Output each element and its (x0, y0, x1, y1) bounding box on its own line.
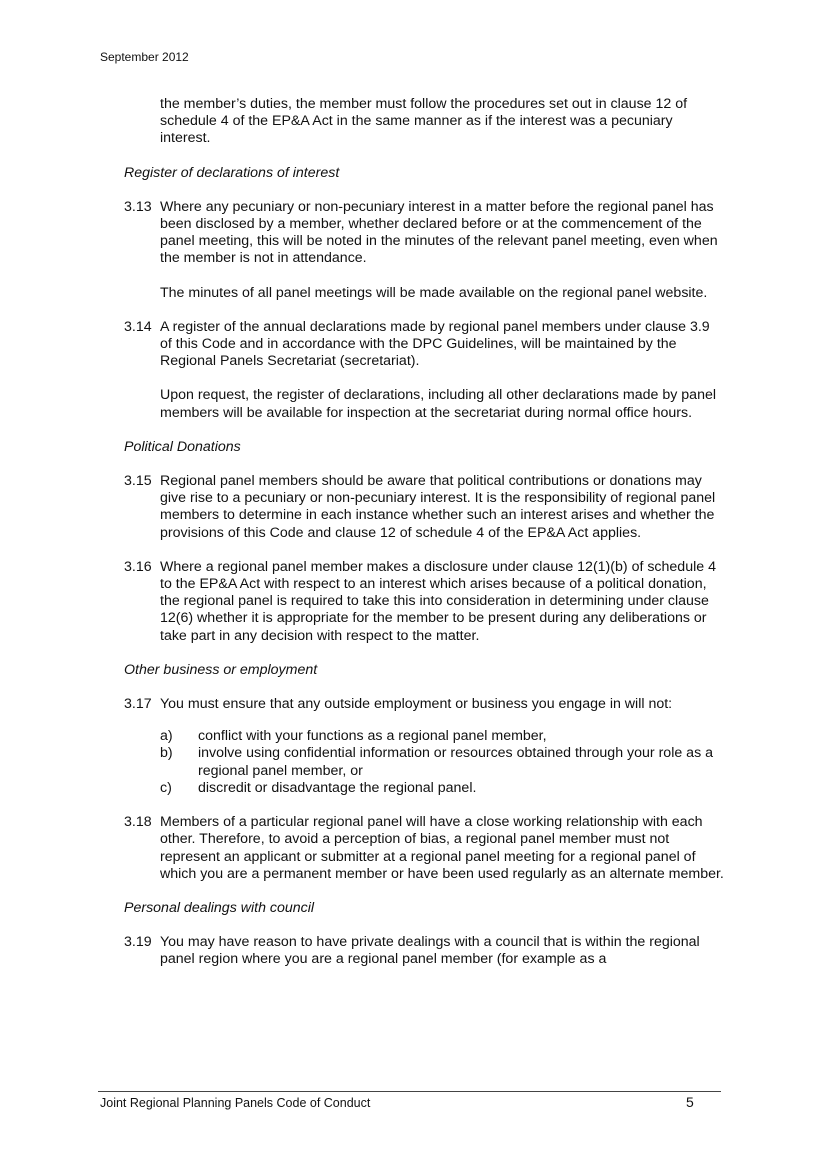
clause-text: Regional panel members should be aware that political contributions or donations may give rise to a pecuniary or non-pecuniary interest. It is the responsibility of regional panel members to determine in each instance whether such an interest arises and whether the provisions of this Code and clause 12 of schedule 4 of the EP&A Act applies. (160, 473, 716, 541)
clause-text: Members of a particular regional panel will have a close working relationship with each other. Therefore, to avoid a perception of bias, a regional panel member must not represent an applicant or submitter at a regional panel meeting for a regional panel of which you are a permanent member or have been used regularly as an alternate member. (160, 814, 724, 882)
clause-number: 3.15 (124, 473, 152, 490)
clause-text: A register of the annual declarations made by regional panel members under clause 3.9 of this Code and in accordance with the DPC Guidelines, will be maintained by the Regional Panels Secretariat (secretariat). (160, 318, 710, 370)
clause-3-14 (124, 319, 724, 422)
list-marker: a) (160, 728, 173, 745)
clause-subparagraph: The minutes of all panel meetings will be made available on the regional panel website. (160, 284, 708, 301)
clause-3-17-list (160, 728, 724, 797)
list-item (160, 745, 724, 779)
clause-number: 3.17 (124, 696, 152, 713)
list-text: conflict with your functions as a regional panel member, (198, 728, 547, 745)
clause-3-13 (124, 199, 724, 302)
clause-text: You must ensure that any outside employment or business you engage in will not: (160, 696, 673, 713)
clause-body (160, 696, 724, 713)
clause-3-16 (124, 559, 724, 645)
clause-body (160, 814, 724, 883)
clause-number: 3.13 (124, 198, 152, 215)
clause-number: 3.19 (124, 934, 152, 951)
section-heading-other-business: Other business or employment (124, 661, 318, 678)
clause-number: 3.18 (124, 814, 152, 831)
clause-number: 3.14 (124, 318, 152, 335)
clause-body (160, 199, 724, 302)
list-text: discredit or disadvantage the regional panel. (198, 779, 477, 796)
list-item (160, 728, 724, 745)
section-heading-political-donations: Political Donations (124, 438, 241, 455)
continued-paragraph: the member’s duties, the member must follow the procedures set out in clause 12 of schedule 4 of the EP&A Act in the same manner as if the interest was a pecuniary interest. (160, 96, 688, 147)
section-heading-personal-dealings: Personal dealings with council (124, 899, 315, 916)
page-body (124, 96, 724, 986)
section-heading-register: Register of declarations of interest (124, 164, 340, 181)
clause-body (160, 319, 724, 422)
clause-3-18 (124, 814, 724, 883)
footer-divider (98, 1091, 721, 1092)
clause-3-15 (124, 473, 724, 542)
clause-subparagraph: Upon request, the register of declarations, including all other declarations made by panel members will be available for inspection at the secretariat during normal office hours. (160, 387, 717, 421)
footer-document-title: Joint Regional Planning Panels Code of Conduct (100, 1096, 371, 1110)
clause-text: You may have reason to have private dealings with a council that is within the regional panel region where you are a regional panel member (for example as a (160, 934, 700, 968)
clause-text: Where any pecuniary or non-pecuniary interest in a matter before the regional panel has been disclosed by a member, whether declared before or at the commencement of the panel meeting, this will be noted in the minutes of the relevant panel meeting, even when the member is not in attendance. (160, 198, 718, 267)
list-marker: b) (160, 745, 173, 762)
list-marker: c) (160, 779, 172, 796)
list-item (160, 780, 724, 797)
list-text: involve using confidential information or resources obtained through your role as a regional panel member, or (198, 745, 713, 779)
clause-body (160, 559, 724, 645)
header-date: September 2012 (100, 50, 189, 64)
clause-3-19 (124, 934, 724, 968)
clause-number: 3.16 (124, 558, 152, 575)
clause-body (160, 934, 724, 968)
clause-body (160, 473, 724, 542)
page-number: 5 (686, 1094, 694, 1110)
clause-text: Where a regional panel member makes a disclosure under clause 12(1)(b) of schedule 4 to the EP&A Act with respect to an interest which arises because of a political donation, the regional panel is required to take this into consideration in determining under clause 12(6) whether it is appropriate for the member to be present during any deliberations or take part in any decision with respect to the matter. (160, 558, 716, 644)
clause-3-17 (124, 696, 724, 713)
